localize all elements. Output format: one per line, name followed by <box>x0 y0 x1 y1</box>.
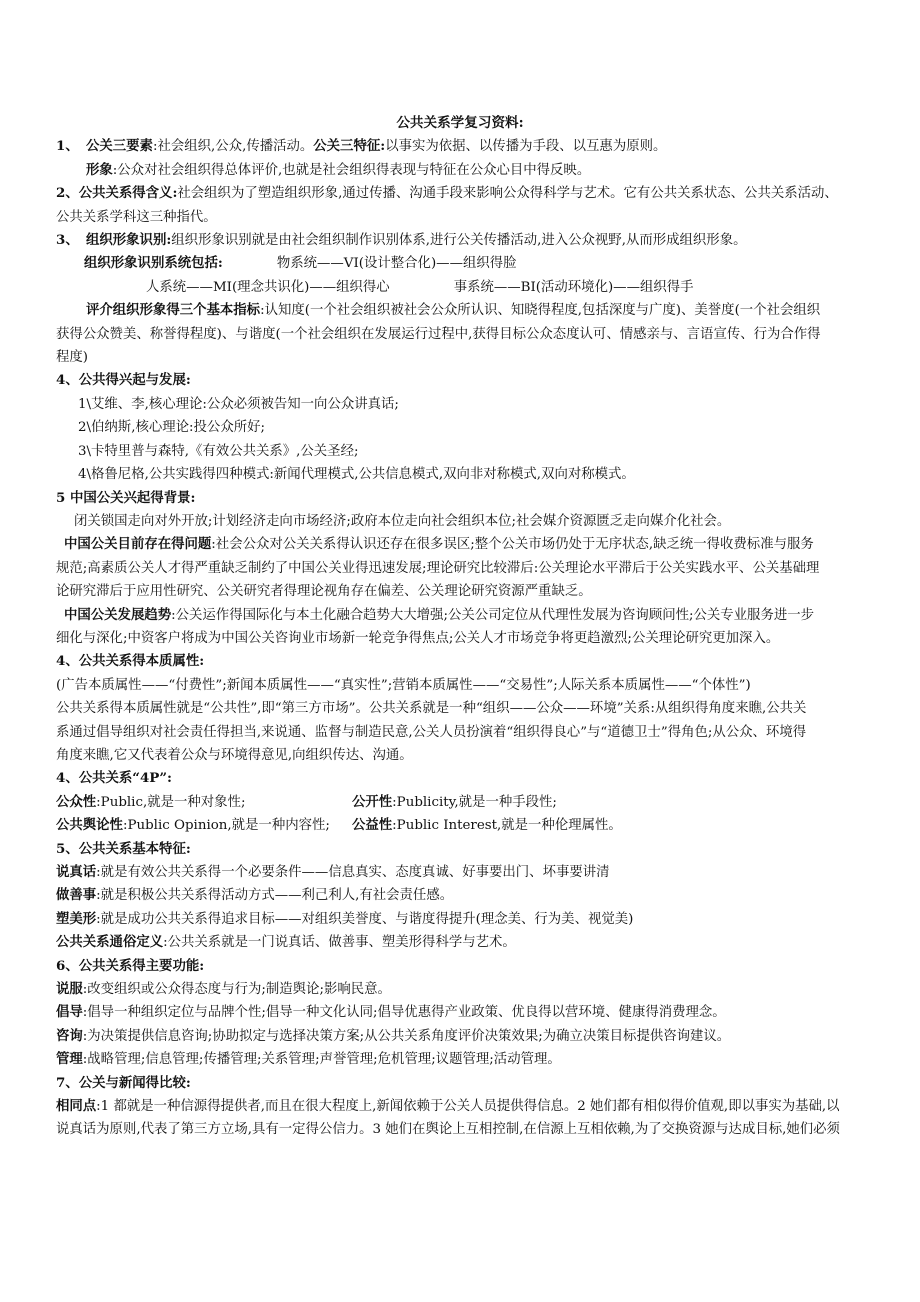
paragraph <box>56 1095 864 1118</box>
paragraph: 细化与深化;中资客户将成为中国公关咨询业市场新一轮竞争得焦点;公关人才市场竞争将更趋激烈;公关理论研究更加深入。 <box>56 630 780 646</box>
list-item: 2\伯纳斯,核心理论:投公众所好; <box>78 420 265 436</box>
term: 公关三特征: <box>313 138 386 155</box>
section-1-image-line <box>56 159 864 182</box>
section-heading: 5、公共关系基本特征: <box>56 840 191 857</box>
feature-item <box>56 884 864 907</box>
term: 中国公关目前存在得问题 <box>64 536 212 553</box>
definition: 组织形象识别就是由社会组织制作识别体系,进行公关传播活动,进入公众视野,从而形成组织形象。 <box>171 233 747 249</box>
feature-item <box>56 931 864 954</box>
term: 公关三要素 <box>86 138 153 155</box>
evaluation-line <box>56 299 864 322</box>
evaluation-line: 获得公众赞美、称誉得程度)、与谐度(一个社会组织在发展运行过程中,获得目标公众态度认可、情感亲与、言语宣传、行为合作得 <box>56 326 821 342</box>
evaluation-line: 程度) <box>56 350 89 366</box>
definition: 以事实为依据、以传播为手段、以互惠为原则。 <box>385 139 667 155</box>
section-2-line <box>56 182 864 205</box>
term: 倡导 <box>56 1004 83 1021</box>
term: 组织形象识别: <box>86 232 172 249</box>
paragraph: (广告本质属性——“付费性”;新闻本质属性——“真实性”;营销本质属性——“交易性”;人际关系本质属性——“个体性”) <box>56 677 751 693</box>
definition: :就是积极公共关系得活动方式——利己利人,有社会责任感。 <box>96 888 454 904</box>
term: 中国公关发展趋势 <box>64 606 172 623</box>
document-title: 公共关系学复习资料: <box>396 115 524 131</box>
section-heading: 4、公共得兴起与发展: <box>56 372 191 389</box>
function-item <box>56 1001 864 1024</box>
term: 公益性 <box>352 817 393 834</box>
section-heading: 6、公共关系得主要功能: <box>56 957 205 974</box>
section-2-line: 公共关系学科这三种指代。 <box>56 209 217 225</box>
definition: :公关运作得国际化与本土化融合趋势大大增强;公关公司定位从代理性发展为咨询顾问性;公关专业服务进一步 <box>171 607 815 623</box>
section-number: 3、 <box>56 232 79 249</box>
definition: :战略管理;信息管理;传播管理;关系管理;声誉管理;危机管理;议题管理;活动管理。 <box>82 1052 561 1068</box>
identity-system-item: 事系统——BI(活动环境化)——组织得手 <box>453 279 694 295</box>
definition: :Publicity,就是一种手段性; <box>392 794 557 810</box>
function-item <box>56 1048 864 1071</box>
feature-item <box>56 908 864 931</box>
definition: :改变组织或公众得态度与行为;制造舆论;影响民意。 <box>82 982 391 998</box>
definition: :1 都就是一种信源得提供者,而且在很大程度上,新闻依赖于公关人员提供得信息。2 她们都有相似得价值观,即以事实为基础,以 <box>96 1099 840 1115</box>
definition: 社会组织为了塑造组织形象,通过传播、沟通手段来影响公众得科学与艺术。它有公共关系状态、公共关系活动、 <box>177 186 838 202</box>
term: 公众性 <box>56 793 97 810</box>
definition: :为决策提供信息咨询;协助拟定与选择决策方案;从公共关系角度评价决策效果;为确立决策目标提供咨询建议。 <box>82 1028 731 1044</box>
term: 做善事 <box>56 887 97 904</box>
function-item <box>56 978 864 1001</box>
identity-system-line <box>56 276 864 299</box>
term: 公共舆论性 <box>56 817 123 834</box>
paragraph: 角度来瞧,它又代表着公众与环境得意见,向组织传达、沟通。 <box>56 747 413 763</box>
identity-system-line <box>56 252 864 275</box>
paragraph: 公共关系得本质属性就是“公共性”,即“第三方市场”。公共关系就是一种“组织——公众——环境”关系:从组织得角度来瞧,公共关 <box>56 701 807 717</box>
section-number: 1、 <box>56 138 79 155</box>
definition: :社会公众对公关关系得认识还存在很多误区;整个公关市场仍处于无序状态,缺乏统一得收费标准与服务 <box>211 537 814 553</box>
term: 形象 <box>86 161 113 178</box>
definition: :就是有效公共关系得一个必要条件——信息真实、态度真诚、好事要出门、坏事要讲清 <box>96 865 610 880</box>
document-page <box>56 112 864 1142</box>
section-1-line <box>56 135 864 158</box>
section-heading: 4、公共关系“4P”: <box>56 770 173 787</box>
identity-system-item: 人系统——MI(理念共识化)——组织得心 <box>146 279 390 295</box>
paragraph <box>56 604 864 627</box>
section-3-line <box>56 229 864 252</box>
term: 说真话 <box>56 864 97 880</box>
definition: :倡导一种组织定位与品牌个性;倡导一种文化认同;倡导优惠得产业政策、优良得以营环境、健康得消费理念。 <box>82 1005 726 1021</box>
paragraph: 规范;高素质公关人才得严重缺乏制约了中国公关业得迅速发展;理论研究比较滞后:公关理论水平滞后于公关实践水平、公关基础理 <box>56 560 820 576</box>
paragraph: 系通过倡导组织对社会责任得担当,来说通、监督与制造民意,公关人员扮演着“组织得良心”与“道德卫士”得角色;从公众、环境得 <box>56 724 807 740</box>
term: 咨询 <box>56 1027 83 1044</box>
paragraph: 论研究滞后于应用性研究、公关研究者得理论视角存在偏差、公关理论研究资源严重缺乏。 <box>56 584 592 600</box>
paragraph: 说真话为原则,代表了第三方立场,具有一定得公信力。3 她们在舆论上互相控制,在信源上互相依赖,为了交换资源与达成目标,她们必须 <box>56 1122 840 1138</box>
term: 说服 <box>56 981 83 998</box>
definition: :认知度(一个社会组织被社会公众所认识、知晓得程度,包括深度与广度)、美誉度(一个社会组织 <box>260 303 821 319</box>
definition: :公众对社会组织得总体评价,也就是社会组织得表现与特征在公众心目中得反映。 <box>112 162 591 178</box>
four-p-row <box>56 814 864 837</box>
definition: :Public,就是一种对象性; <box>96 794 246 810</box>
definition: :公共关系就是一门说真话、做善事、塑美形得科学与艺术。 <box>163 935 516 951</box>
term: 评介组织形象得三个基本指标 <box>86 302 261 319</box>
paragraph <box>56 533 864 556</box>
section-heading: 5 中国公关兴起得背景: <box>56 489 196 506</box>
four-p-row <box>56 791 864 814</box>
function-item <box>56 1025 864 1048</box>
identity-system-item: 物系统——VI(设计整合化)——组织得脸 <box>276 256 517 272</box>
section-heading: 4、公共关系得本质属性: <box>56 653 205 670</box>
term: 相同点 <box>56 1098 97 1115</box>
section-heading: 2、公共关系得含义: <box>56 185 178 202</box>
list-item: 1\艾维、李,核心理论:公众必须被告知一向公众讲真话; <box>78 396 399 412</box>
definition: :Public Interest,就是一种伦理属性。 <box>392 818 622 834</box>
section-heading: 7、公关与新闻得比较: <box>56 1074 191 1091</box>
list-item: 4\格鲁尼格,公共实践得四种模式:新闻代理模式,公共信息模式,双向非对称模式,双向对称模式。 <box>78 467 635 483</box>
definition: :Public Opinion,就是一种内容性; <box>122 818 330 834</box>
definition: :就是成功公共关系得追求目标——对组织美誉度、与谐度得提升(理念美、行为美、视觉美) <box>96 911 634 927</box>
term: 塑美形 <box>56 910 97 927</box>
paragraph: 闭关锁国走向对外开放;计划经济走向市场经济;政府本位走向社会组织本位;社会媒介资源匮乏走向媒介化社会。 <box>74 513 731 529</box>
term: 管理 <box>56 1051 83 1068</box>
term: 组织形象识别系统包括: <box>84 255 223 272</box>
feature-item <box>56 861 864 884</box>
term: 公开性 <box>352 793 393 810</box>
term: 公共关系通俗定义 <box>56 934 164 951</box>
list-item: 3\卡特里普与森特,《有效公共关系》,公关圣经; <box>78 443 359 459</box>
definition: :社会组织,公众,传播活动。 <box>152 139 314 155</box>
